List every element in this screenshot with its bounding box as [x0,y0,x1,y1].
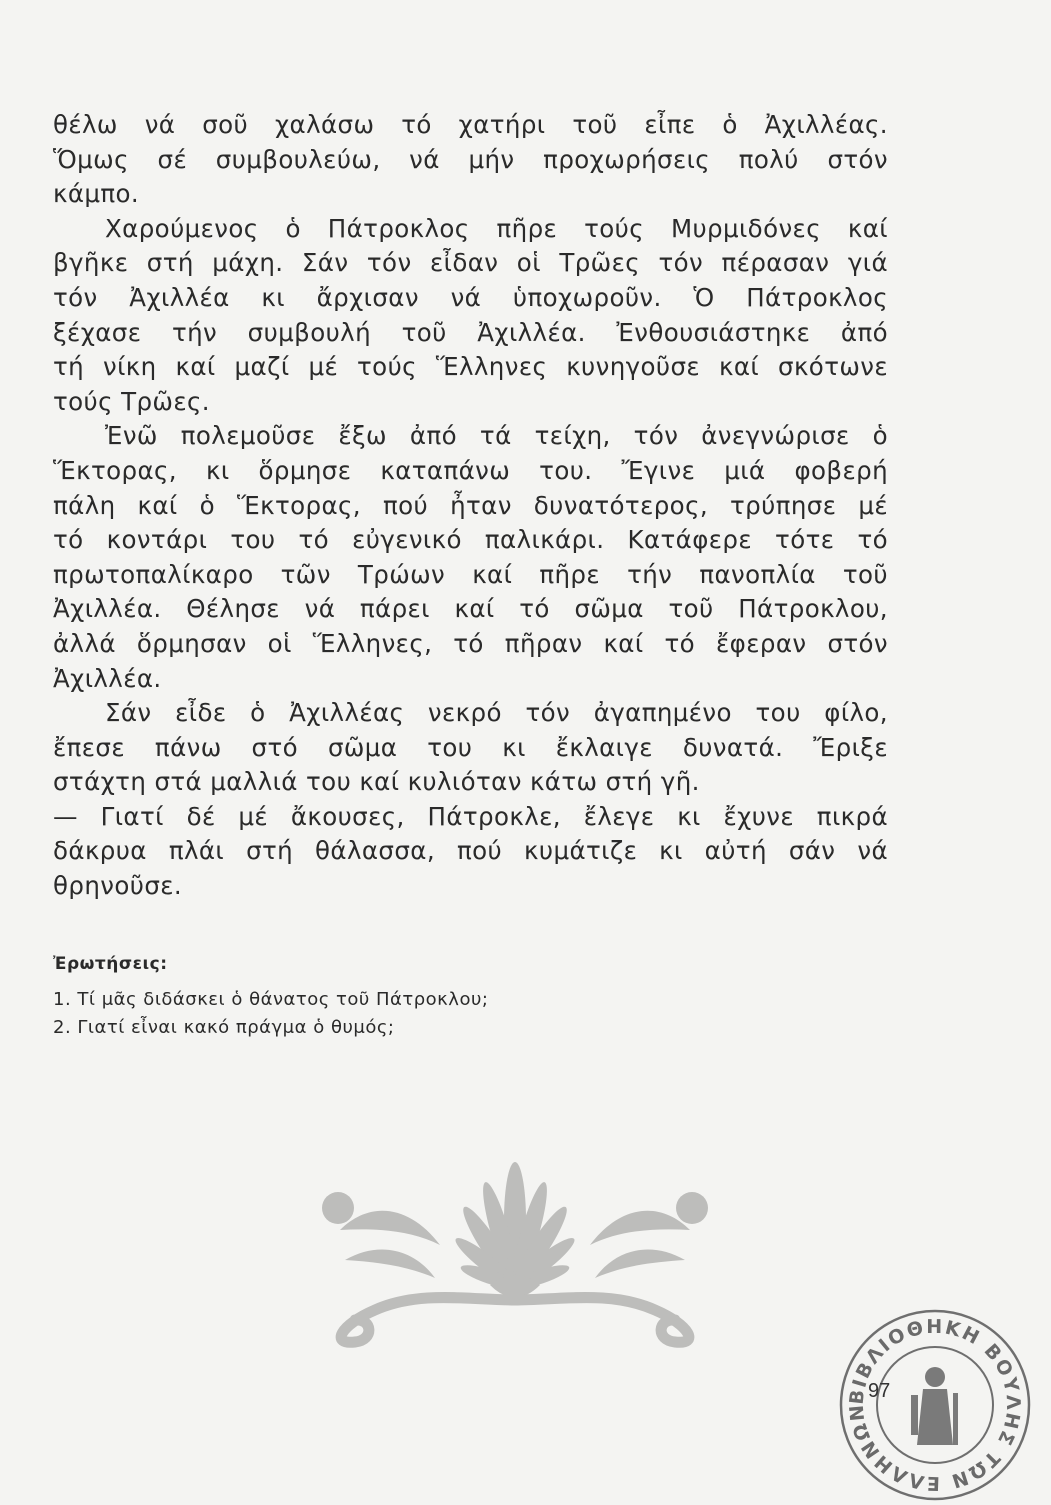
text-line: ἀλλά ὅρμησαν οἱ Ἕλληνες, τό πῆραν καί τό ἔφεραν στόν [53,628,888,658]
questions-heading: Ἐρωτήσεις: [53,954,168,974]
text-line: δάκρυα πλάι στή θάλασσα, πού κυμάτιζε κι αὐτή σάν νά [53,836,888,866]
text-line: ἔπεσε πάνω στό σῶμα του κι ἔκλαιγε δυνατά. Ἔριξε [53,732,888,762]
questions-section [53,950,753,1042]
text-line: τή νίκη καί μαζί μέ τούς Ἕλληνες κυνηγοῦσε καί σκότωνε [53,352,888,382]
library-stamp [835,1305,1035,1505]
text-line: Ὅμως σέ συμβουλεύω, νά μήν προχωρήσεις πολύ στόν [53,144,888,174]
text-line: βγῆκε στή μάχη. Σάν τόν εἶδαν οἱ Τρῶες τόν πέρασαν γιά [53,248,888,278]
text-line: ξέχασε τήν συμβουλή τοῦ Ἀχιλλέα. Ἐνθουσιάστηκε ἀπό [53,317,888,347]
question-item: 1. Τί μᾶς διδάσκει ὁ θάνατος τοῦ Πάτροκλου; [53,989,489,1010]
text-line: θέλω νά σοῦ χαλάσω τό χατήρι τοῦ εἶπε ὁ Ἀχιλλέας. [53,110,888,139]
text-line: Ἀχιλλέα. [53,663,162,693]
body-text [53,108,888,904]
text-line: Χαρούμενος ὁ Πάτροκλος πῆρε τούς Μυρμιδόνες καί [105,213,888,243]
text-line: Ἐνῶ πολεμοῦσε ἔξω ἀπό τά τείχη, τόν ἀνεγνώρισε ὁ [105,421,888,451]
text-line: — Γιατί δέ μέ ἄκουσες, Πάτροκλε, ἔλεγε κι ἔχυνε πικρά [53,801,888,831]
palmette-ornament [300,1160,730,1350]
text-line: κάμπο. [53,179,140,209]
page-number: 97 [868,1380,891,1402]
text-line: τό κοντάρι του τό εὐγενικό παλικάρι. Κατάφερε τότε τό [53,525,888,555]
question-item: 2. Γιατί εἶναι κακό πράγμα ὁ θυμός; [53,1017,395,1038]
text-line: Σάν εἶδε ὁ Ἀχιλλέας νεκρό τόν ἀγαπημένο του φίλο, [105,698,888,728]
text-line: τόν Ἀχιλλέα κι ἄρχισαν νά ὑποχωροῦν. Ὁ Πάτροκλος [53,282,888,312]
text-line: στάχτη στά μαλλιά του καί κυλιόταν κάτω στή γῆ. [53,767,700,797]
text-line: πρωτοπαλίκαρο τῶν Τρώων καί πῆρε τήν πανοπλία τοῦ [53,559,888,589]
text-line: τούς Τρῶες. [53,386,210,416]
text-line: θρηνοῦσε. [53,871,183,901]
stamp-lettering: ΒΙΒΛΙΟΘΗΚΗ ΒΟΥΛΗΣ ΤΩΝ ΕΛΛΗΝΩΝ [845,1315,1025,1495]
text-line: Ἕκτορας, κι ὅρμησε καταπάνω του. Ἔγινε μιά φοβερή [53,455,888,485]
text-line: Ἀχιλλέα. Θέλησε νά πάρει καί τό σῶμα τοῦ Πάτροκλου, [53,594,888,624]
text-line: πάλη καί ὁ Ἕκτορας, πού ἦταν δυνατότερος, τρύπησε μέ [53,490,888,520]
